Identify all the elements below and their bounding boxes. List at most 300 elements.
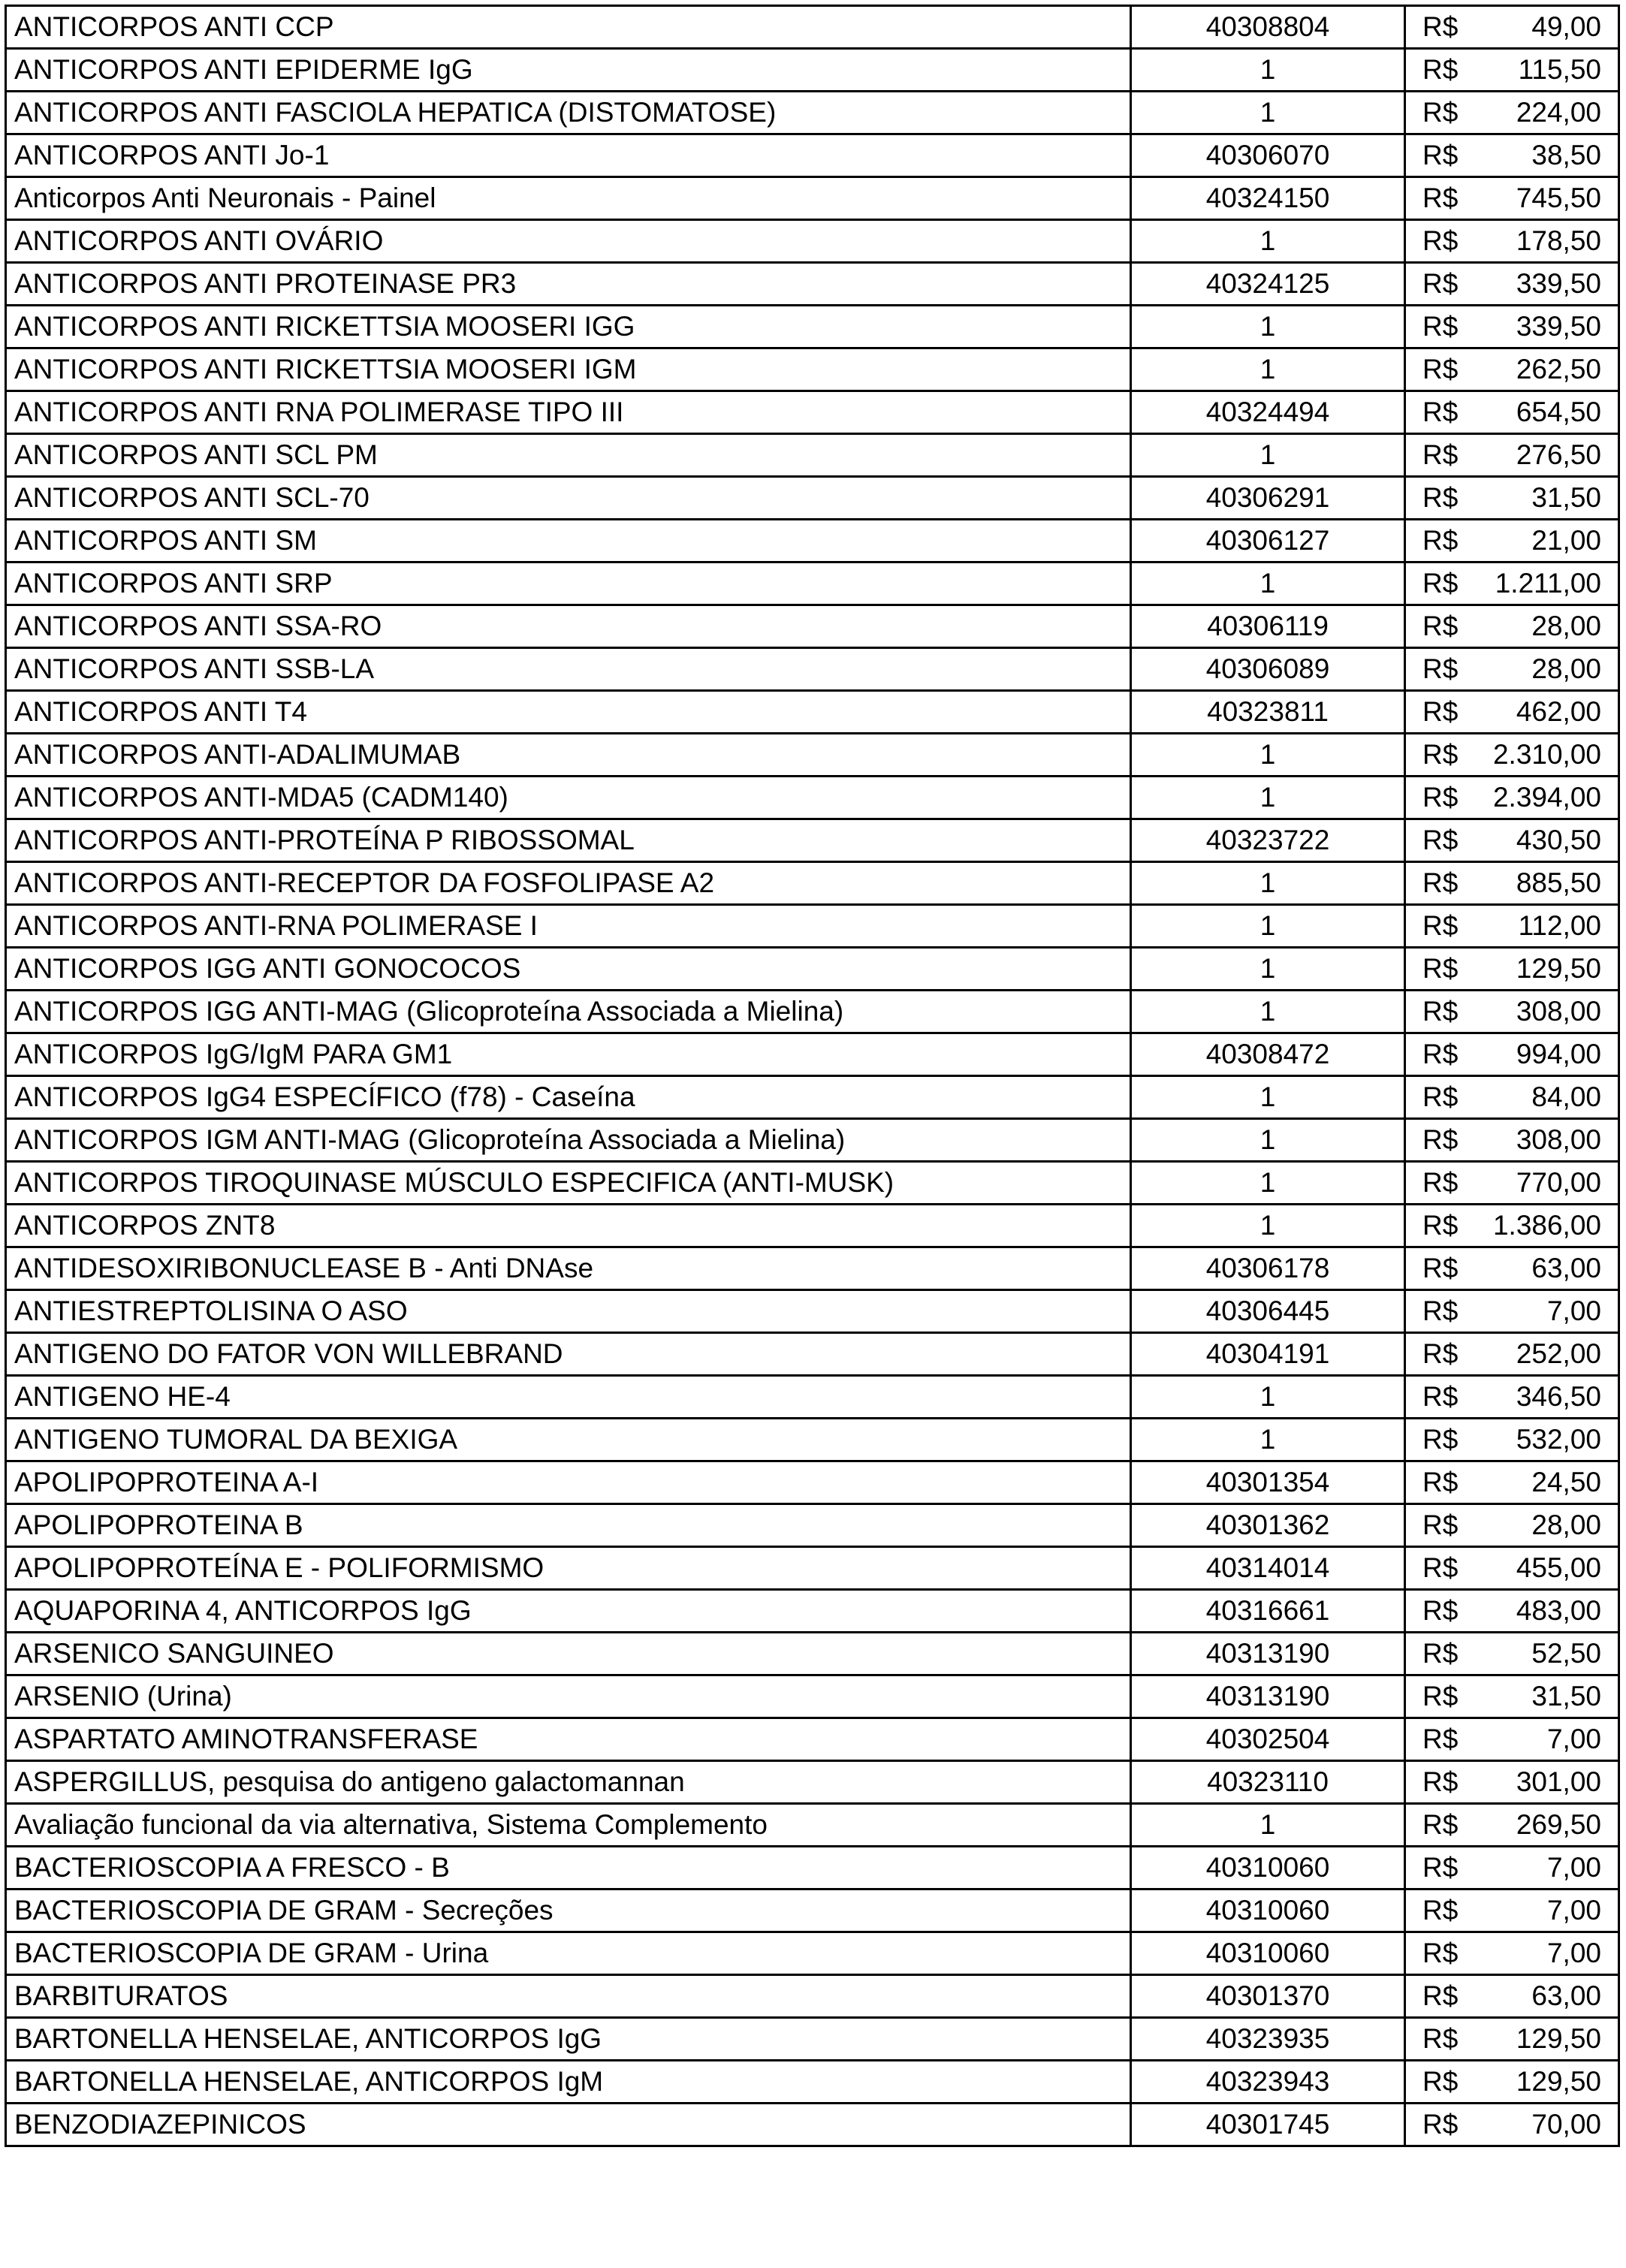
price-amount: 24,50 xyxy=(1531,1467,1601,1497)
exam-name-cell: ANTICORPOS ANTI T4 xyxy=(6,691,1131,734)
currency-symbol: R$ xyxy=(1422,2066,1459,2097)
price-cell xyxy=(1405,134,1619,177)
table-row xyxy=(6,2061,1619,2104)
exam-name-cell: ANTICORPOS IGM ANTI-MAG (Glicoproteína Associada a Mielina) xyxy=(6,1119,1131,1162)
table-row xyxy=(6,1590,1619,1633)
price-amount: 38,50 xyxy=(1531,140,1601,170)
price-amount: 654,50 xyxy=(1516,397,1601,427)
exam-name-cell: Avaliação funcional da via alternativa, Sistema Complemento xyxy=(6,1804,1131,1847)
table-row xyxy=(6,1376,1619,1419)
table-row xyxy=(6,648,1619,691)
exam-code-cell: 40306127 xyxy=(1131,520,1405,562)
exam-code-cell: 1 xyxy=(1131,1076,1405,1119)
currency-symbol: R$ xyxy=(1422,1980,1459,2011)
table-row xyxy=(6,1162,1619,1205)
exam-code-cell: 1 xyxy=(1131,777,1405,819)
currency-symbol: R$ xyxy=(1422,1039,1459,1069)
currency-symbol: R$ xyxy=(1422,1424,1459,1455)
currency-symbol: R$ xyxy=(1422,1338,1459,1369)
price-amount: 301,00 xyxy=(1516,1766,1601,1797)
exam-code-cell: 1 xyxy=(1131,220,1405,263)
exam-code-cell: 1 xyxy=(1131,1376,1405,1419)
price-cell xyxy=(1405,434,1619,477)
price-amount: 885,50 xyxy=(1516,867,1601,898)
table-row xyxy=(6,6,1619,49)
currency-symbol: R$ xyxy=(1422,1552,1459,1583)
exam-code-cell: 1 xyxy=(1131,948,1405,991)
table-row xyxy=(6,862,1619,905)
exam-name-cell: ANTICORPOS TIROQUINASE MÚSCULO ESPECIFICA (ANTI-MUSK) xyxy=(6,1162,1131,1205)
price-amount: 745,50 xyxy=(1516,182,1601,213)
table-row xyxy=(6,1076,1619,1119)
price-amount: 31,50 xyxy=(1531,1681,1601,1712)
exam-code-cell: 40301354 xyxy=(1131,1461,1405,1504)
price-amount: 269,50 xyxy=(1516,1809,1601,1840)
exam-name-cell: AQUAPORINA 4, ANTICORPOS IgG xyxy=(6,1590,1131,1633)
exam-name-cell: ANTICORPOS ANTI OVÁRIO xyxy=(6,220,1131,263)
price-cell xyxy=(1405,92,1619,134)
currency-symbol: R$ xyxy=(1422,268,1459,299)
price-amount: 84,00 xyxy=(1531,1081,1601,1112)
currency-symbol: R$ xyxy=(1422,11,1459,42)
exam-name-cell: BACTERIOSCOPIA DE GRAM - Secreções xyxy=(6,1889,1131,1932)
currency-symbol: R$ xyxy=(1422,2109,1459,2140)
currency-symbol: R$ xyxy=(1422,653,1459,684)
currency-symbol: R$ xyxy=(1422,140,1459,170)
price-amount: 770,00 xyxy=(1516,1167,1601,1198)
exam-code-cell: 1 xyxy=(1131,434,1405,477)
price-cell xyxy=(1405,1290,1619,1333)
price-cell xyxy=(1405,862,1619,905)
exam-code-cell: 1 xyxy=(1131,991,1405,1033)
exam-code-cell: 40324494 xyxy=(1131,391,1405,434)
exam-code-cell: 40306070 xyxy=(1131,134,1405,177)
price-cell xyxy=(1405,6,1619,49)
exam-code-cell: 40301745 xyxy=(1131,2104,1405,2146)
table-row xyxy=(6,520,1619,562)
exam-code-cell: 40310060 xyxy=(1131,1932,1405,1975)
exam-name-cell: ANTICORPOS ANTI RNA POLIMERASE TIPO III xyxy=(6,391,1131,434)
price-cell xyxy=(1405,2061,1619,2104)
exam-name-cell: ANTICORPOS ANTI-MDA5 (CADM140) xyxy=(6,777,1131,819)
exam-name-cell: ANTICORPOS ANTI-ADALIMUMAB xyxy=(6,734,1131,777)
exam-name-cell: ANTICORPOS ZNT8 xyxy=(6,1205,1131,1247)
table-row xyxy=(6,1889,1619,1932)
price-amount: 252,00 xyxy=(1516,1338,1601,1369)
exam-name-cell: APOLIPOPROTEINA A-I xyxy=(6,1461,1131,1504)
table-row xyxy=(6,1761,1619,1804)
exam-name-cell: BARTONELLA HENSELAE, ANTICORPOS IgG xyxy=(6,2018,1131,2061)
exam-code-cell: 40306445 xyxy=(1131,1290,1405,1333)
price-amount: 31,50 xyxy=(1531,482,1601,513)
table-row xyxy=(6,2018,1619,2061)
exam-code-cell: 40304191 xyxy=(1131,1333,1405,1376)
exam-code-cell: 40306119 xyxy=(1131,605,1405,648)
table-row xyxy=(6,777,1619,819)
table-row xyxy=(6,177,1619,220)
price-amount: 49,00 xyxy=(1531,11,1601,42)
price-amount: 178,50 xyxy=(1516,225,1601,256)
currency-symbol: R$ xyxy=(1422,953,1459,984)
currency-symbol: R$ xyxy=(1422,1766,1459,1797)
currency-symbol: R$ xyxy=(1422,1253,1459,1283)
currency-symbol: R$ xyxy=(1422,782,1459,813)
price-cell xyxy=(1405,177,1619,220)
exam-code-cell: 1 xyxy=(1131,734,1405,777)
price-amount: 129,50 xyxy=(1516,2023,1601,2054)
price-amount: 63,00 xyxy=(1531,1980,1601,2011)
exam-code-cell: 40310060 xyxy=(1131,1889,1405,1932)
table-row xyxy=(6,1804,1619,1847)
exam-name-cell: ANTICORPOS ANTI SCL PM xyxy=(6,434,1131,477)
exam-name-cell: ANTICORPOS ANTI SSB-LA xyxy=(6,648,1131,691)
table-row xyxy=(6,948,1619,991)
table-row xyxy=(6,1504,1619,1547)
exam-name-cell: ANTICORPOS ANTI-RNA POLIMERASE I xyxy=(6,905,1131,948)
price-cell xyxy=(1405,2104,1619,2146)
currency-symbol: R$ xyxy=(1422,1852,1459,1883)
price-cell xyxy=(1405,1633,1619,1675)
table-row xyxy=(6,477,1619,520)
table-row xyxy=(6,734,1619,777)
price-amount: 308,00 xyxy=(1516,1124,1601,1155)
price-table xyxy=(5,5,1620,2147)
table-row xyxy=(6,1247,1619,1290)
price-amount: 129,50 xyxy=(1516,2066,1601,2097)
price-cell xyxy=(1405,1932,1619,1975)
price-cell xyxy=(1405,1761,1619,1804)
currency-symbol: R$ xyxy=(1422,1167,1459,1198)
currency-symbol: R$ xyxy=(1422,354,1459,385)
exam-name-cell: ANTICORPOS ANTI FASCIOLA HEPATICA (DISTOMATOSE) xyxy=(6,92,1131,134)
table-row xyxy=(6,1419,1619,1461)
price-amount: 276,50 xyxy=(1516,439,1601,470)
price-cell xyxy=(1405,819,1619,862)
table-row xyxy=(6,819,1619,862)
price-amount: 462,00 xyxy=(1516,696,1601,727)
price-cell xyxy=(1405,1376,1619,1419)
table-row xyxy=(6,1205,1619,1247)
exam-code-cell: 40301362 xyxy=(1131,1504,1405,1547)
price-cell xyxy=(1405,1419,1619,1461)
price-amount: 28,00 xyxy=(1531,653,1601,684)
price-table-body xyxy=(6,6,1619,2146)
exam-code-cell: 40302504 xyxy=(1131,1718,1405,1761)
price-amount: 7,00 xyxy=(1546,1724,1601,1754)
currency-symbol: R$ xyxy=(1422,611,1459,641)
price-amount: 115,50 xyxy=(1518,54,1601,85)
exam-code-cell: 40310060 xyxy=(1131,1847,1405,1889)
price-cell xyxy=(1405,777,1619,819)
currency-symbol: R$ xyxy=(1422,97,1459,128)
exam-name-cell: ANTICORPOS ANTI Jo-1 xyxy=(6,134,1131,177)
exam-code-cell: 40314014 xyxy=(1131,1547,1405,1590)
exam-name-cell: ANTICORPOS IGG ANTI GONOCOCOS xyxy=(6,948,1131,991)
table-row xyxy=(6,991,1619,1033)
exam-name-cell: ANTICORPOS ANTI CCP xyxy=(6,6,1131,49)
table-row xyxy=(6,562,1619,605)
currency-symbol: R$ xyxy=(1422,1509,1459,1540)
exam-name-cell: ANTICORPOS ANTI SRP xyxy=(6,562,1131,605)
exam-code-cell: 1 xyxy=(1131,92,1405,134)
price-cell xyxy=(1405,1247,1619,1290)
table-row xyxy=(6,1033,1619,1076)
currency-symbol: R$ xyxy=(1422,182,1459,213)
price-amount: 339,50 xyxy=(1516,268,1601,299)
exam-code-cell: 40313190 xyxy=(1131,1633,1405,1675)
exam-name-cell: ANTICORPOS IgG/IgM PARA GM1 xyxy=(6,1033,1131,1076)
price-amount: 70,00 xyxy=(1531,2109,1601,2140)
price-amount: 455,00 xyxy=(1516,1552,1601,1583)
currency-symbol: R$ xyxy=(1422,696,1459,727)
exam-code-cell: 40324150 xyxy=(1131,177,1405,220)
exam-code-cell: 1 xyxy=(1131,1205,1405,1247)
price-cell xyxy=(1405,948,1619,991)
table-row xyxy=(6,1675,1619,1718)
currency-symbol: R$ xyxy=(1422,397,1459,427)
price-cell xyxy=(1405,1162,1619,1205)
price-cell xyxy=(1405,520,1619,562)
exam-code-cell: 1 xyxy=(1131,905,1405,948)
exam-code-cell: 1 xyxy=(1131,1162,1405,1205)
exam-name-cell: APOLIPOPROTEÍNA E - POLIFORMISMO xyxy=(6,1547,1131,1590)
currency-symbol: R$ xyxy=(1422,1809,1459,1840)
exam-code-cell: 1 xyxy=(1131,1804,1405,1847)
currency-symbol: R$ xyxy=(1422,568,1459,599)
price-amount: 28,00 xyxy=(1531,1509,1601,1540)
table-row xyxy=(6,1119,1619,1162)
exam-code-cell: 40301370 xyxy=(1131,1975,1405,2018)
price-cell xyxy=(1405,1804,1619,1847)
currency-symbol: R$ xyxy=(1422,739,1459,770)
exam-code-cell: 40323943 xyxy=(1131,2061,1405,2104)
exam-code-cell: 40308804 xyxy=(1131,6,1405,49)
exam-code-cell: 40324125 xyxy=(1131,263,1405,306)
currency-symbol: R$ xyxy=(1422,1124,1459,1155)
price-cell xyxy=(1405,1461,1619,1504)
exam-code-cell: 40316661 xyxy=(1131,1590,1405,1633)
price-amount: 7,00 xyxy=(1546,1938,1601,1968)
table-row xyxy=(6,1847,1619,1889)
price-cell xyxy=(1405,1033,1619,1076)
price-amount: 63,00 xyxy=(1531,1253,1601,1283)
currency-symbol: R$ xyxy=(1422,525,1459,556)
exam-code-cell: 40306291 xyxy=(1131,477,1405,520)
exam-code-cell: 40323811 xyxy=(1131,691,1405,734)
exam-name-cell: ANTIGENO DO FATOR VON WILLEBRAND xyxy=(6,1333,1131,1376)
exam-name-cell: ANTICORPOS ANTI RICKETTSIA MOOSERI IGG xyxy=(6,306,1131,348)
price-cell xyxy=(1405,605,1619,648)
currency-symbol: R$ xyxy=(1422,54,1459,85)
price-cell xyxy=(1405,1847,1619,1889)
price-amount: 28,00 xyxy=(1531,611,1601,641)
exam-name-cell: Anticorpos Anti Neuronais - Painel xyxy=(6,177,1131,220)
price-amount: 346,50 xyxy=(1516,1381,1601,1412)
exam-code-cell: 1 xyxy=(1131,1119,1405,1162)
price-cell xyxy=(1405,1975,1619,2018)
exam-code-cell: 40306178 xyxy=(1131,1247,1405,1290)
exam-name-cell: ANTICORPOS ANTI SSA-RO xyxy=(6,605,1131,648)
table-row xyxy=(6,134,1619,177)
table-row xyxy=(6,905,1619,948)
exam-name-cell: ANTICORPOS ANTI RICKETTSIA MOOSERI IGM xyxy=(6,348,1131,391)
table-row xyxy=(6,1932,1619,1975)
exam-code-cell: 1 xyxy=(1131,306,1405,348)
table-row xyxy=(6,92,1619,134)
price-amount: 483,00 xyxy=(1516,1595,1601,1626)
price-cell xyxy=(1405,1076,1619,1119)
price-cell xyxy=(1405,391,1619,434)
exam-code-cell: 1 xyxy=(1131,562,1405,605)
currency-symbol: R$ xyxy=(1422,996,1459,1027)
price-cell xyxy=(1405,1590,1619,1633)
price-amount: 994,00 xyxy=(1516,1039,1601,1069)
exam-name-cell: BACTERIOSCOPIA A FRESCO - B xyxy=(6,1847,1131,1889)
table-row xyxy=(6,1718,1619,1761)
exam-code-cell: 40323722 xyxy=(1131,819,1405,862)
price-amount: 112,00 xyxy=(1518,910,1601,941)
currency-symbol: R$ xyxy=(1422,439,1459,470)
exam-code-cell: 40313190 xyxy=(1131,1675,1405,1718)
price-cell xyxy=(1405,306,1619,348)
exam-code-cell: 1 xyxy=(1131,1419,1405,1461)
exam-name-cell: ANTICORPOS IGG ANTI-MAG (Glicoproteína Associada a Mielina) xyxy=(6,991,1131,1033)
exam-name-cell: ARSENIO (Urina) xyxy=(6,1675,1131,1718)
currency-symbol: R$ xyxy=(1422,1467,1459,1497)
currency-symbol: R$ xyxy=(1422,867,1459,898)
currency-symbol: R$ xyxy=(1422,1381,1459,1412)
table-row xyxy=(6,306,1619,348)
table-row xyxy=(6,391,1619,434)
exam-name-cell: ANTIGENO HE-4 xyxy=(6,1376,1131,1419)
price-amount: 224,00 xyxy=(1516,97,1601,128)
price-amount: 308,00 xyxy=(1516,996,1601,1027)
exam-name-cell: ANTICORPOS ANTI EPIDERME IgG xyxy=(6,49,1131,92)
price-cell xyxy=(1405,1547,1619,1590)
currency-symbol: R$ xyxy=(1422,1938,1459,1968)
currency-symbol: R$ xyxy=(1422,1210,1459,1241)
price-cell xyxy=(1405,2018,1619,2061)
table-row xyxy=(6,1633,1619,1675)
price-cell xyxy=(1405,263,1619,306)
table-row xyxy=(6,605,1619,648)
price-cell xyxy=(1405,562,1619,605)
currency-symbol: R$ xyxy=(1422,1081,1459,1112)
table-row xyxy=(6,263,1619,306)
price-amount: 7,00 xyxy=(1546,1895,1601,1926)
price-cell xyxy=(1405,734,1619,777)
exam-code-cell: 40306089 xyxy=(1131,648,1405,691)
exam-name-cell: ASPARTATO AMINOTRANSFERASE xyxy=(6,1718,1131,1761)
currency-symbol: R$ xyxy=(1422,482,1459,513)
exam-name-cell: ANTICORPOS ANTI-RECEPTOR DA FOSFOLIPASE A2 xyxy=(6,862,1131,905)
exam-code-cell: 1 xyxy=(1131,49,1405,92)
currency-symbol: R$ xyxy=(1422,1681,1459,1712)
price-amount: 7,00 xyxy=(1546,1295,1601,1326)
table-row xyxy=(6,220,1619,263)
currency-symbol: R$ xyxy=(1422,2023,1459,2054)
currency-symbol: R$ xyxy=(1422,910,1459,941)
price-amount: 339,50 xyxy=(1516,311,1601,342)
exam-name-cell: ANTIDESOXIRIBONUCLEASE B - Anti DNAse xyxy=(6,1247,1131,1290)
exam-name-cell: ANTIGENO TUMORAL DA BEXIGA xyxy=(6,1419,1131,1461)
price-cell xyxy=(1405,648,1619,691)
table-row xyxy=(6,1333,1619,1376)
table-row xyxy=(6,2104,1619,2146)
exam-name-cell: ARSENICO SANGUINEO xyxy=(6,1633,1131,1675)
currency-symbol: R$ xyxy=(1422,1724,1459,1754)
currency-symbol: R$ xyxy=(1422,1595,1459,1626)
price-cell xyxy=(1405,1675,1619,1718)
price-cell xyxy=(1405,1119,1619,1162)
currency-symbol: R$ xyxy=(1422,1895,1459,1926)
exam-name-cell: BARTONELLA HENSELAE, ANTICORPOS IgM xyxy=(6,2061,1131,2104)
table-row xyxy=(6,1975,1619,2018)
price-cell xyxy=(1405,348,1619,391)
exam-name-cell: BACTERIOSCOPIA DE GRAM - Urina xyxy=(6,1932,1131,1975)
price-cell xyxy=(1405,1718,1619,1761)
currency-symbol: R$ xyxy=(1422,225,1459,256)
price-amount: 262,50 xyxy=(1516,354,1601,385)
table-row xyxy=(6,434,1619,477)
exam-code-cell: 40308472 xyxy=(1131,1033,1405,1076)
exam-name-cell: ANTICORPOS ANTI SM xyxy=(6,520,1131,562)
exam-name-cell: ANTICORPOS ANTI-PROTEÍNA P RIBOSSOMAL xyxy=(6,819,1131,862)
price-cell xyxy=(1405,220,1619,263)
price-cell xyxy=(1405,49,1619,92)
price-cell xyxy=(1405,1504,1619,1547)
exam-name-cell: ANTICORPOS ANTI SCL-70 xyxy=(6,477,1131,520)
currency-symbol: R$ xyxy=(1422,1295,1459,1326)
table-row xyxy=(6,1461,1619,1504)
price-amount: 430,50 xyxy=(1516,825,1601,855)
exam-name-cell: ANTICORPOS ANTI PROTEINASE PR3 xyxy=(6,263,1131,306)
price-cell xyxy=(1405,477,1619,520)
price-amount: 21,00 xyxy=(1531,525,1601,556)
table-row xyxy=(6,348,1619,391)
price-cell xyxy=(1405,905,1619,948)
price-amount: 1.211,00 xyxy=(1495,568,1601,599)
price-cell xyxy=(1405,1889,1619,1932)
price-amount: 532,00 xyxy=(1516,1424,1601,1455)
price-amount: 2.310,00 xyxy=(1492,739,1601,770)
exam-name-cell: ANTICORPOS IgG4 ESPECÍFICO (f78) - Caseína xyxy=(6,1076,1131,1119)
exam-name-cell: APOLIPOPROTEINA B xyxy=(6,1504,1131,1547)
currency-symbol: R$ xyxy=(1422,1638,1459,1669)
price-cell xyxy=(1405,991,1619,1033)
table-row xyxy=(6,1547,1619,1590)
table-row xyxy=(6,691,1619,734)
exam-code-cell: 1 xyxy=(1131,348,1405,391)
price-cell xyxy=(1405,1205,1619,1247)
price-cell xyxy=(1405,691,1619,734)
table-row xyxy=(6,1290,1619,1333)
exam-name-cell: ANTIESTREPTOLISINA O ASO xyxy=(6,1290,1131,1333)
exam-code-cell: 40323110 xyxy=(1131,1761,1405,1804)
exam-name-cell: BENZODIAZEPINICOS xyxy=(6,2104,1131,2146)
currency-symbol: R$ xyxy=(1422,311,1459,342)
exam-code-cell: 1 xyxy=(1131,862,1405,905)
exam-name-cell: ASPERGILLUS, pesquisa do antigeno galactomannan xyxy=(6,1761,1131,1804)
price-amount: 2.394,00 xyxy=(1492,782,1601,813)
price-cell xyxy=(1405,1333,1619,1376)
exam-name-cell: BARBITURATOS xyxy=(6,1975,1131,2018)
currency-symbol: R$ xyxy=(1422,825,1459,855)
price-amount: 129,50 xyxy=(1516,953,1601,984)
exam-code-cell: 40323935 xyxy=(1131,2018,1405,2061)
table-row xyxy=(6,49,1619,92)
price-amount: 52,50 xyxy=(1531,1638,1601,1669)
